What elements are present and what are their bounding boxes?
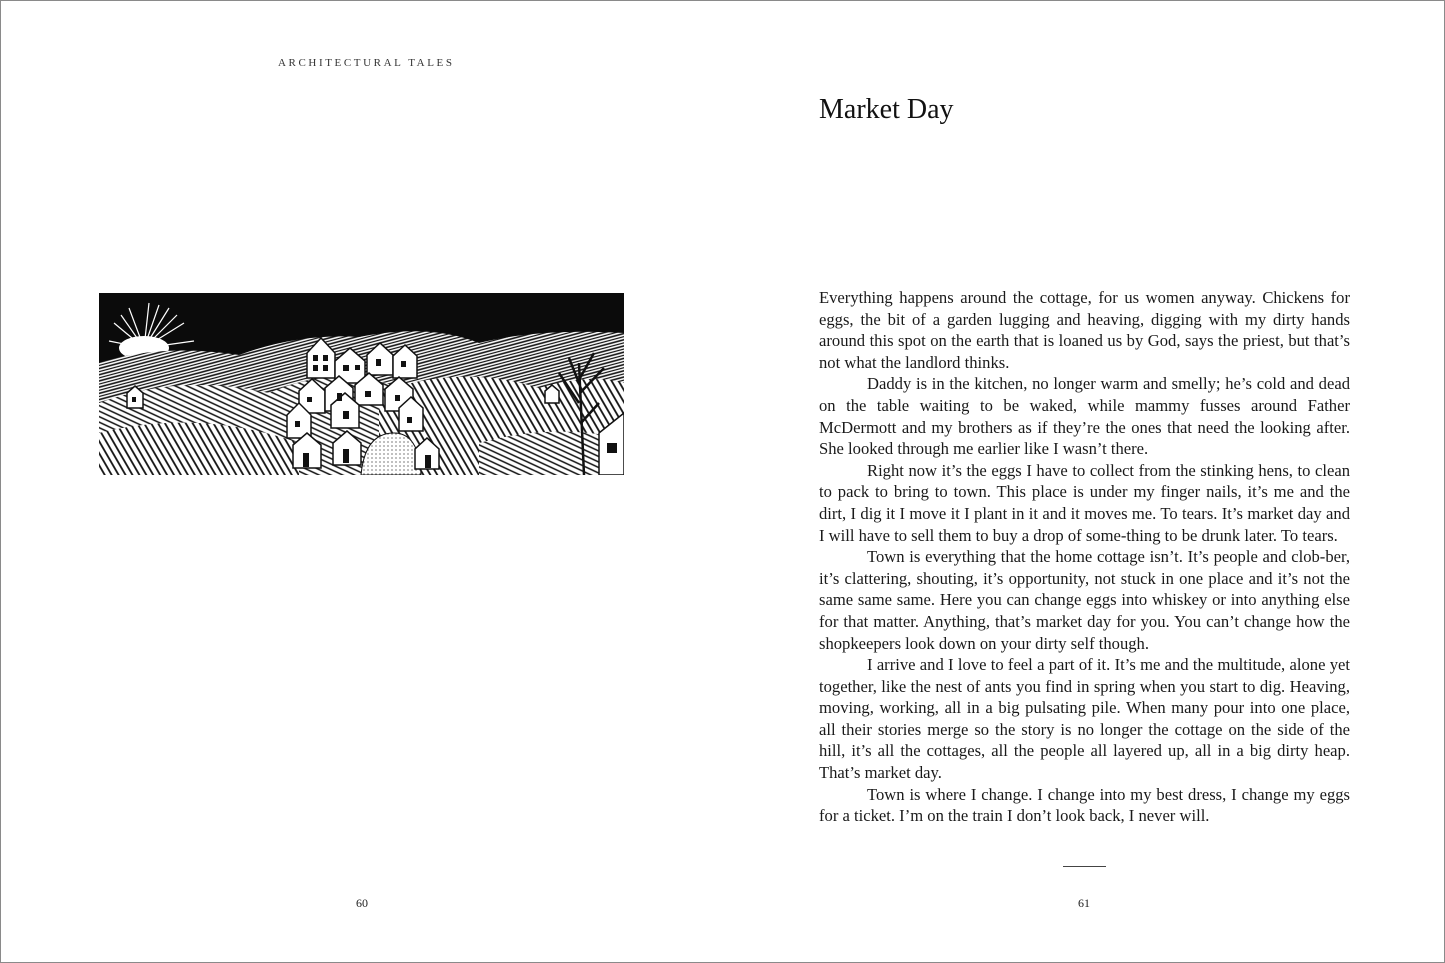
village-hills-illustration bbox=[99, 293, 624, 475]
running-head: ARCHITECTURAL TALES bbox=[278, 57, 455, 69]
page-number-left: 60 bbox=[356, 896, 368, 910]
section-end-rule bbox=[1063, 866, 1106, 867]
paragraph: Everything happens around the cottage, for us women anyway. Chickens for eggs, the bit of a garden lugging and heaving, digging with my dirty hands around this spot on the earth that is loaned us by God, says the priest, but that’s not what the landlord thinks. bbox=[819, 288, 1350, 372]
paragraph: Town is where I change. I change into my best dress, I change my eggs for a ticket. I’m on the train I don’t look back, I never will. bbox=[819, 784, 1350, 826]
village-hills-woodcut-icon bbox=[99, 293, 624, 475]
paragraph: Right now it’s the eggs I have to collect from the stinking hens, to clean to pack to bring to town. This place is under my finger nails, it’s me and the dirt, I dig it I move it I plant in it and it moves me. To tears. It’s market day and I will have to sell them to buy a drop of some-thing to be drunk later. To tears. bbox=[819, 460, 1350, 545]
paragraph: Daddy is in the kitchen, no longer warm and smelly; he’s cold and dead on the table waiting to be waked, while mammy fusses around Father McDermott and my brothers as if they’re the ones that need the looking after. She looked through me earlier like I wasn’t there. bbox=[819, 374, 1350, 459]
page-number-right: 61 bbox=[1078, 896, 1090, 910]
chapter-body bbox=[819, 287, 1350, 827]
chapter-title: Market Day bbox=[819, 94, 954, 125]
paragraph: Town is everything that the home cottage isn’t. It’s people and clob-ber, it’s clattering, shouting, it’s opportunity, not stuck in one place and it’s not the same same same. Here you can change eggs into whiskey or into anything else for that matter. Anything, that’s market day for you. You can’t change how the shopkeepers look down on your dirty self though. bbox=[819, 547, 1350, 653]
paragraph: I arrive and I love to feel a part of it. It’s me and the multitude, alone yet together, like the nest of ants you find in spring when you start to dig. Heaving, moving, working, all in a big pulsating pile. When many pour into one place, all their stories merge so the story is no longer the cottage on the side of the hill, it’s all the cottages, all the people all layered up, all in a big dirty heap. That’s market day. bbox=[819, 655, 1350, 783]
